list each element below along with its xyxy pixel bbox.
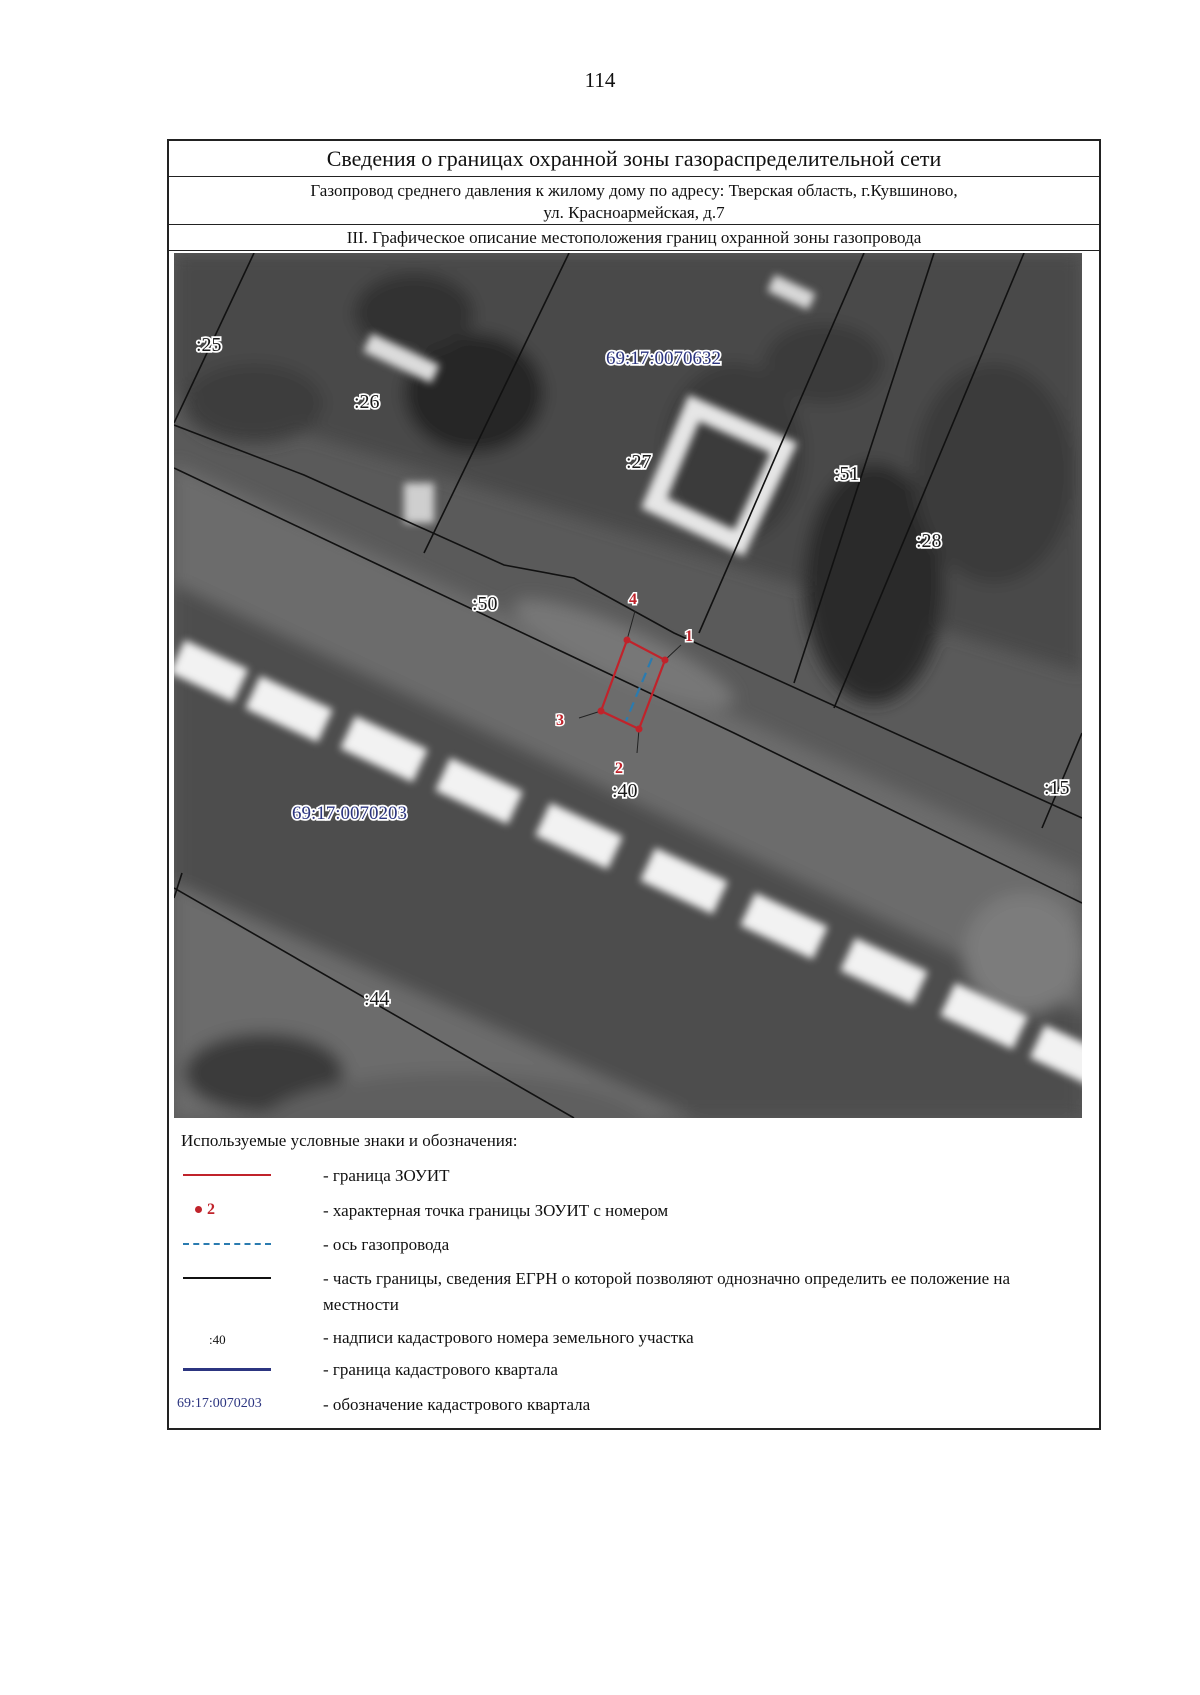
legend-symbol-quarter-boundary xyxy=(183,1368,271,1371)
legend-text: - ось газопровода xyxy=(323,1235,450,1254)
map-svg xyxy=(174,253,1082,1118)
parcel-label: :15 xyxy=(1044,777,1070,799)
parcel-label: :27 xyxy=(626,451,652,473)
legend-symbol-pipeline-axis xyxy=(183,1243,271,1245)
legend-item xyxy=(169,1356,1099,1386)
parcel-label: :50 xyxy=(472,593,498,615)
zone-point-1 xyxy=(662,657,669,664)
object-line-2: ул. Красноармейская, д.7 xyxy=(543,203,725,222)
legend-text: - обозначение кадастрового квартала xyxy=(323,1395,591,1414)
page-number: 114 xyxy=(584,68,616,92)
legend-item xyxy=(169,1265,1099,1314)
quarter-label: 69:17:0070203 xyxy=(292,803,408,824)
legend-symbol-zone-boundary xyxy=(183,1174,271,1176)
parcel-label: :25 xyxy=(196,334,222,356)
zone-point-2 xyxy=(636,726,643,733)
zone-point-3 xyxy=(598,708,605,715)
legend-text: - граница ЗОУИТ xyxy=(323,1166,450,1185)
legend-text: - надписи кадастрового номера земельного участка xyxy=(323,1328,694,1347)
point-label-1: 1 xyxy=(685,628,693,645)
quarter-label: 69:17:0070632 xyxy=(606,348,722,369)
section-title: III. Графическое описание местоположения границ охранной зоны газопровода xyxy=(169,225,1099,251)
legend-symbol-point-dot xyxy=(195,1206,202,1213)
point-label-4: 4 xyxy=(629,591,637,608)
parcel-label: :26 xyxy=(354,391,380,413)
legend-symbol-parcel-label: :40 xyxy=(209,1332,226,1347)
legend-item xyxy=(169,1391,1099,1421)
legend-text: - граница кадастрового квартала xyxy=(323,1360,558,1379)
document-frame xyxy=(167,139,1101,1430)
legend-item xyxy=(169,1162,1099,1192)
object-line-1: Газопровод среднего давления к жилому дому по адресу: Тверская область, г.Кувшиново, xyxy=(310,181,958,200)
parcel-label: :40 xyxy=(612,780,638,802)
parcel-label: :51 xyxy=(834,463,860,485)
point-label-3: 3 xyxy=(556,712,564,729)
legend-symbol-point-number: 2 xyxy=(207,1201,215,1218)
parcel-label: :44 xyxy=(364,988,390,1010)
legend-item xyxy=(169,1197,1099,1227)
parcel-label: :28 xyxy=(916,530,942,552)
legend-item xyxy=(169,1231,1099,1261)
map-canvas[interactable] xyxy=(174,253,1082,1118)
point-label-2: 2 xyxy=(615,760,623,777)
legend-text: - часть границы, сведения ЕГРН о которой позволяют однозначно определить ее положение на местности xyxy=(323,1269,1011,1314)
legend-item xyxy=(169,1327,1099,1357)
legend-symbol-quarter-label: 69:17:0070203 xyxy=(177,1396,262,1411)
object-description xyxy=(169,177,1099,225)
legend-text: - характерная точка границы ЗОУИТ с номером xyxy=(323,1201,669,1220)
document-title: Сведения о границах охранной зоны газораспределительной сети xyxy=(169,141,1099,177)
zone-point-4 xyxy=(624,637,631,644)
legend-symbol-parcel-boundary xyxy=(183,1277,271,1279)
legend-title: Используемые условные знаки и обозначения: xyxy=(181,1131,518,1150)
